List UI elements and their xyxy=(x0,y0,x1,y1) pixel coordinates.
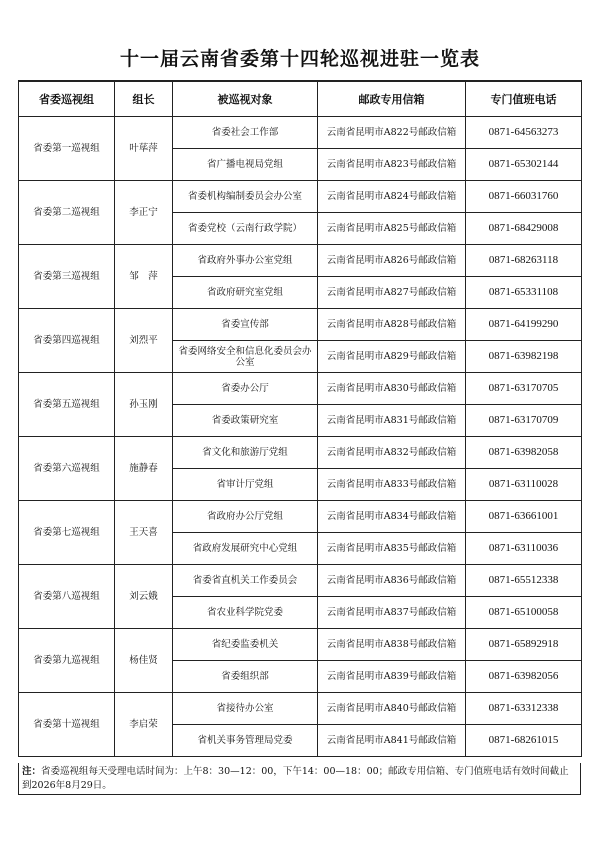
header-phone: 专门值班电话 xyxy=(466,81,582,117)
phone-cell: 0871-65302144 xyxy=(466,149,582,181)
table-row xyxy=(19,245,582,277)
phone-cell: 0871-68261015 xyxy=(466,725,582,757)
target-cell: 省委党校（云南行政学院） xyxy=(173,213,318,245)
mailbox-cell: 云南省昆明市A825号邮政信箱 xyxy=(318,213,466,245)
target-cell: 省委网络安全和信息化委员会办公室 xyxy=(173,341,318,373)
mailbox-cell: 云南省昆明市A829号邮政信箱 xyxy=(318,341,466,373)
target-cell: 省机关事务管理局党委 xyxy=(173,725,318,757)
target-cell: 省文化和旅游厅党组 xyxy=(173,437,318,469)
mailbox-cell: 云南省昆明市A833号邮政信箱 xyxy=(318,469,466,501)
leader-cell: 刘云娥 xyxy=(115,565,173,629)
mailbox-cell: 云南省昆明市A836号邮政信箱 xyxy=(318,565,466,597)
table-body xyxy=(19,117,582,757)
table-row xyxy=(19,693,582,725)
mailbox-cell: 云南省昆明市A822号邮政信箱 xyxy=(318,117,466,149)
phone-cell: 0871-63312338 xyxy=(466,693,582,725)
header-mailbox: 邮政专用信箱 xyxy=(318,81,466,117)
inspection-table xyxy=(18,80,582,757)
leader-cell: 王天喜 xyxy=(115,501,173,565)
table-row xyxy=(19,501,582,533)
group-name-cell: 省委第四巡视组 xyxy=(19,309,115,373)
mailbox-cell: 云南省昆明市A832号邮政信箱 xyxy=(318,437,466,469)
mailbox-cell: 云南省昆明市A823号邮政信箱 xyxy=(318,149,466,181)
phone-cell: 0871-65100058 xyxy=(466,597,582,629)
group-name-cell: 省委第二巡视组 xyxy=(19,181,115,245)
table-row xyxy=(19,629,582,661)
table-header-row xyxy=(19,81,582,117)
target-cell: 省政府发展研究中心党组 xyxy=(173,533,318,565)
header-group: 省委巡视组 xyxy=(19,81,115,117)
table-row xyxy=(19,565,582,597)
mailbox-cell: 云南省昆明市A828号邮政信箱 xyxy=(318,309,466,341)
group-name-cell: 省委第九巡视组 xyxy=(19,629,115,693)
mailbox-cell: 云南省昆明市A830号邮政信箱 xyxy=(318,373,466,405)
mailbox-cell: 云南省昆明市A834号邮政信箱 xyxy=(318,501,466,533)
group-name-cell: 省委第五巡视组 xyxy=(19,373,115,437)
footnote xyxy=(18,764,581,794)
phone-cell: 0871-63170705 xyxy=(466,373,582,405)
mailbox-cell: 云南省昆明市A826号邮政信箱 xyxy=(318,245,466,277)
note-text: 省委巡视组每天受理电话时间为：上午8：30—12：00，下午14：00—18：00；邮政专用信箱、专门值班电话有效时间截止到2026年8月29日。 xyxy=(22,766,569,791)
target-cell: 省委宣传部 xyxy=(173,309,318,341)
leader-cell: 叶荜萍 xyxy=(115,117,173,181)
note-label: 注： xyxy=(22,766,42,777)
target-cell: 省委政策研究室 xyxy=(173,405,318,437)
phone-cell: 0871-66031760 xyxy=(466,181,582,213)
target-cell: 省委社会工作部 xyxy=(173,117,318,149)
group-name-cell: 省委第一巡视组 xyxy=(19,117,115,181)
mailbox-cell: 云南省昆明市A841号邮政信箱 xyxy=(318,725,466,757)
table-row xyxy=(19,117,582,149)
leader-cell: 孙玉刚 xyxy=(115,373,173,437)
leader-cell: 杨佳贤 xyxy=(115,629,173,693)
header-target: 被巡视对象 xyxy=(173,81,318,117)
table-row xyxy=(19,373,582,405)
phone-cell: 0871-65892918 xyxy=(466,629,582,661)
table-row xyxy=(19,437,582,469)
leader-cell: 施静春 xyxy=(115,437,173,501)
phone-cell: 0871-64563273 xyxy=(466,117,582,149)
target-cell: 省政府办公厅党组 xyxy=(173,501,318,533)
leader-cell: 邹 萍 xyxy=(115,245,173,309)
mailbox-cell: 云南省昆明市A831号邮政信箱 xyxy=(318,405,466,437)
mailbox-cell: 云南省昆明市A835号邮政信箱 xyxy=(318,533,466,565)
group-name-cell: 省委第十巡视组 xyxy=(19,693,115,757)
header-leader: 组长 xyxy=(115,81,173,117)
phone-cell: 0871-68263118 xyxy=(466,245,582,277)
group-name-cell: 省委第七巡视组 xyxy=(19,501,115,565)
phone-cell: 0871-63982056 xyxy=(466,661,582,693)
group-name-cell: 省委第六巡视组 xyxy=(19,437,115,501)
leader-cell: 刘烈平 xyxy=(115,309,173,373)
table-row xyxy=(19,309,582,341)
mailbox-cell: 云南省昆明市A838号邮政信箱 xyxy=(318,629,466,661)
mailbox-cell: 云南省昆明市A837号邮政信箱 xyxy=(318,597,466,629)
leader-cell: 李启荣 xyxy=(115,693,173,757)
target-cell: 省广播电视局党组 xyxy=(173,149,318,181)
group-name-cell: 省委第三巡视组 xyxy=(19,245,115,309)
phone-cell: 0871-65331108 xyxy=(466,277,582,309)
leader-cell: 李正宁 xyxy=(115,181,173,245)
document-title: 十一届云南省委第十四轮巡视进驻一览表 xyxy=(119,48,480,70)
target-cell: 省委省直机关工作委员会 xyxy=(173,565,318,597)
target-cell: 省审计厅党组 xyxy=(173,469,318,501)
target-cell: 省政府研究室党组 xyxy=(173,277,318,309)
phone-cell: 0871-63170709 xyxy=(466,405,582,437)
target-cell: 省接待办公室 xyxy=(173,693,318,725)
mailbox-cell: 云南省昆明市A840号邮政信箱 xyxy=(318,693,466,725)
mailbox-cell: 云南省昆明市A824号邮政信箱 xyxy=(318,181,466,213)
target-cell: 省委机构编制委员会办公室 xyxy=(173,181,318,213)
mailbox-cell: 云南省昆明市A839号邮政信箱 xyxy=(318,661,466,693)
phone-cell: 0871-63110036 xyxy=(466,533,582,565)
phone-cell: 0871-64199290 xyxy=(466,309,582,341)
phone-cell: 0871-68429008 xyxy=(466,213,582,245)
mailbox-cell: 云南省昆明市A827号邮政信箱 xyxy=(318,277,466,309)
phone-cell: 0871-63661001 xyxy=(466,501,582,533)
target-cell: 省委办公厅 xyxy=(173,373,318,405)
phone-cell: 0871-63982198 xyxy=(466,341,582,373)
phone-cell: 0871-63110028 xyxy=(466,469,582,501)
phone-cell: 0871-63982058 xyxy=(466,437,582,469)
group-name-cell: 省委第八巡视组 xyxy=(19,565,115,629)
target-cell: 省政府外事办公室党组 xyxy=(173,245,318,277)
target-cell: 省委组织部 xyxy=(173,661,318,693)
table-row xyxy=(19,181,582,213)
target-cell: 省农业科学院党委 xyxy=(173,597,318,629)
phone-cell: 0871-65512338 xyxy=(466,565,582,597)
target-cell: 省纪委监委机关 xyxy=(173,629,318,661)
